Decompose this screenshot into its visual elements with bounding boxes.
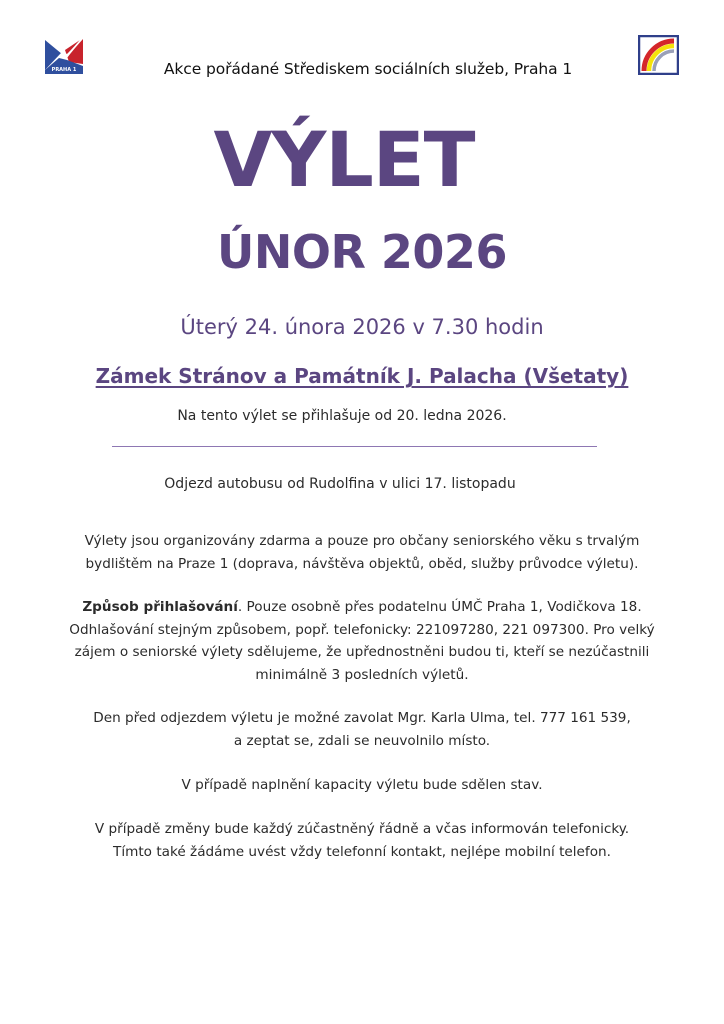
signup-line-1-rest: . Pouze osobně přes podatelnu ÚMČ Praha 1, Vodičkova 18. xyxy=(237,599,642,615)
changes-paragraph xyxy=(0,818,724,863)
month-heading: ÚNOR 2026 xyxy=(217,225,507,279)
registration-start: Na tento výlet se přihlašuje od 20. ledna 2026. xyxy=(177,408,507,424)
call-before-paragraph xyxy=(0,707,724,752)
signup-paragraph xyxy=(0,596,724,686)
capacity-paragraph xyxy=(0,774,724,797)
call-before-line-2: a zeptat se, zdali se neuvolnilo místo. xyxy=(233,732,491,749)
praha1-logo-text: PRAHA 1 xyxy=(51,67,77,73)
eligibility-line-2: bydlištěm na Praze 1 (doprava, návštěva objektů, oběd, služby průvodce výletu). xyxy=(85,555,639,572)
signup-line-1 xyxy=(0,596,724,619)
organizer-text: Akce pořádané Střediskem sociálních služeb, Praha 1 xyxy=(163,60,573,78)
signup-line-2: Odhlašování stejným způsobem, popř. telefonicky: 221097280, 221 097300. Pro velký xyxy=(69,621,655,638)
eligibility-line-1: Výlety jsou organizovány zdarma a pouze pro občany seniorského věku s trvalým xyxy=(84,533,640,549)
departure-info: Odjezd autobusu od Rudolfina v ulici 17. listopadu xyxy=(164,476,516,492)
divider-line xyxy=(112,446,597,447)
organizer-line xyxy=(0,60,724,78)
changes-line-1: V případě změny bude každý zúčastněný řádně a včas informován telefonicky. xyxy=(94,821,630,837)
trip-date-time: Úterý 24. února 2026 v 7.30 hodin xyxy=(180,315,544,339)
changes-line-2: Tímto také žádáme uvést vždy telefonní kontakt, nejlépe mobilní telefon. xyxy=(113,843,611,860)
page-title: VÝLET xyxy=(213,115,475,204)
capacity-line: V případě naplnění kapacity výletu bude sdělen stav. xyxy=(181,777,543,793)
signup-line-3: zájem o seniorské výlety sdělujeme, že upřednostněni budou ti, kteří se nezúčastnili xyxy=(74,644,650,660)
signup-line-4: minimálně 3 posledních výletů. xyxy=(255,666,469,683)
trip-destination: Zámek Stránov a Památník J. Palacha (Všetaty) xyxy=(95,364,629,388)
call-before-line-1: Den před odjezdem výletu je možné zavolat Mgr. Karla Ulma, tel. 777 161 539, xyxy=(93,710,631,726)
eligibility-paragraph xyxy=(0,530,724,575)
signup-label: Způsob přihlašování xyxy=(82,599,238,615)
